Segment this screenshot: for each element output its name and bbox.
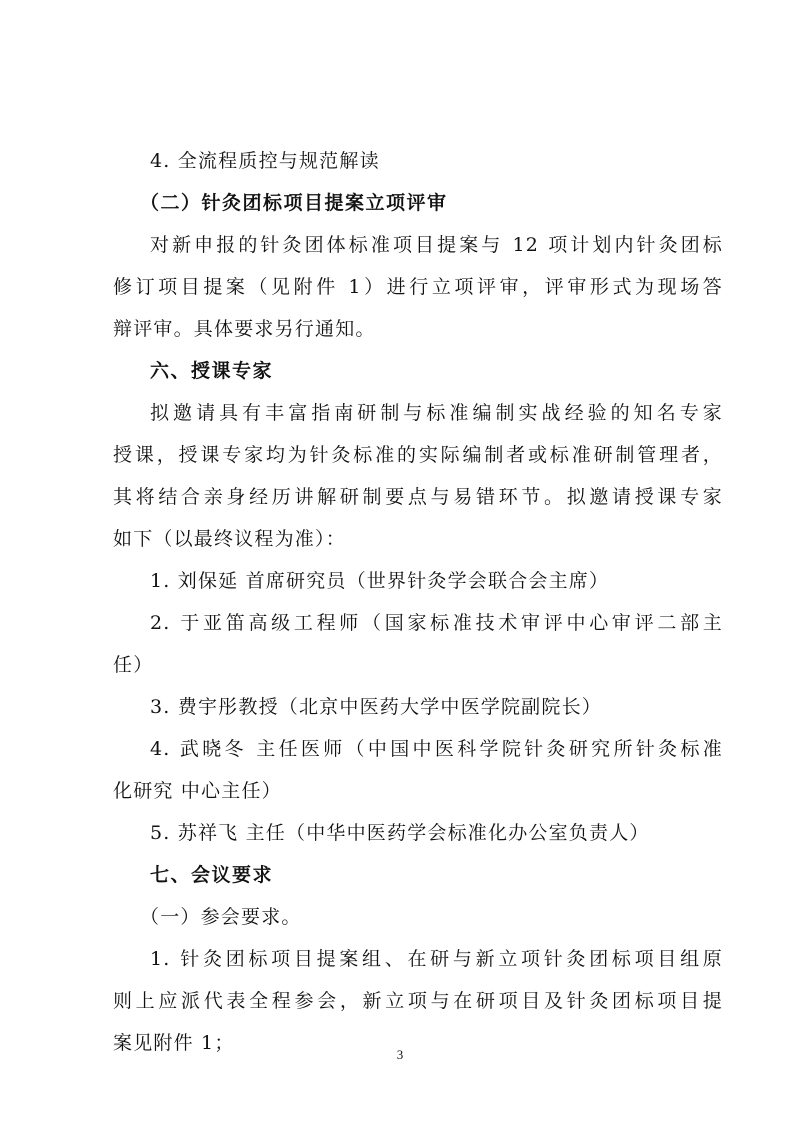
paragraph-line: 其将结合亲身经历讲解研制要点与易错环节。拟邀请授课专家: [113, 486, 723, 508]
paragraph-line: 修订项目提案（见附件 1）进行立项评审，评审形式为现场答: [113, 276, 723, 298]
section-heading: 六、授课专家: [150, 360, 274, 382]
list-item: 3. 费宇彤教授（北京中医药大学中医学院副院长）: [150, 696, 602, 718]
list-item-continuation: 化研究 中心主任）: [113, 780, 282, 802]
paragraph-line: 授课，授课专家均为针灸标准的实际编制者或标准研制管理者，: [113, 444, 723, 466]
page-number: 3: [396, 1047, 404, 1062]
section-heading: 七、会议要求: [150, 864, 274, 886]
list-item: 4. 全流程质控与规范解读: [150, 150, 380, 172]
list-item-continuation: 任）: [113, 654, 154, 676]
paragraph-line: 如下（以最终议程为准）：: [113, 528, 346, 550]
section-heading: （二）针灸团标项目提案立项评审: [140, 192, 448, 214]
paragraph-line: 1. 针灸团标项目提案组、在研与新立项针灸团标项目组原: [150, 948, 723, 970]
paragraph-line: 则上应派代表全程参会，新立项与在研项目及针灸团标项目提: [113, 990, 723, 1012]
list-item: 2. 于亚笛高级工程师（国家标准技术审评中心审评二部主: [150, 612, 723, 634]
paragraph-line: 拟邀请具有丰富指南研制与标准编制实战经验的知名专家: [150, 402, 723, 424]
list-item: 4. 武晓冬 主任医师（中国中医科学院针灸研究所针灸标准: [150, 738, 723, 760]
list-item: 1. 刘保延 首席研究员（世界针灸学会联合会主席）: [150, 570, 610, 592]
paragraph-line: 案见附件 1；: [113, 1032, 235, 1054]
paragraph-line: 对新申报的针灸团体标准项目提案与 12 项计划内针灸团标: [150, 234, 723, 256]
list-item: 5. 苏祥飞 主任（中华中医药学会标准化办公室负责人）: [150, 822, 650, 844]
subsection-heading: （一）参会要求。: [140, 906, 302, 928]
paragraph-line: 辩评审。具体要求另行通知。: [113, 318, 376, 340]
